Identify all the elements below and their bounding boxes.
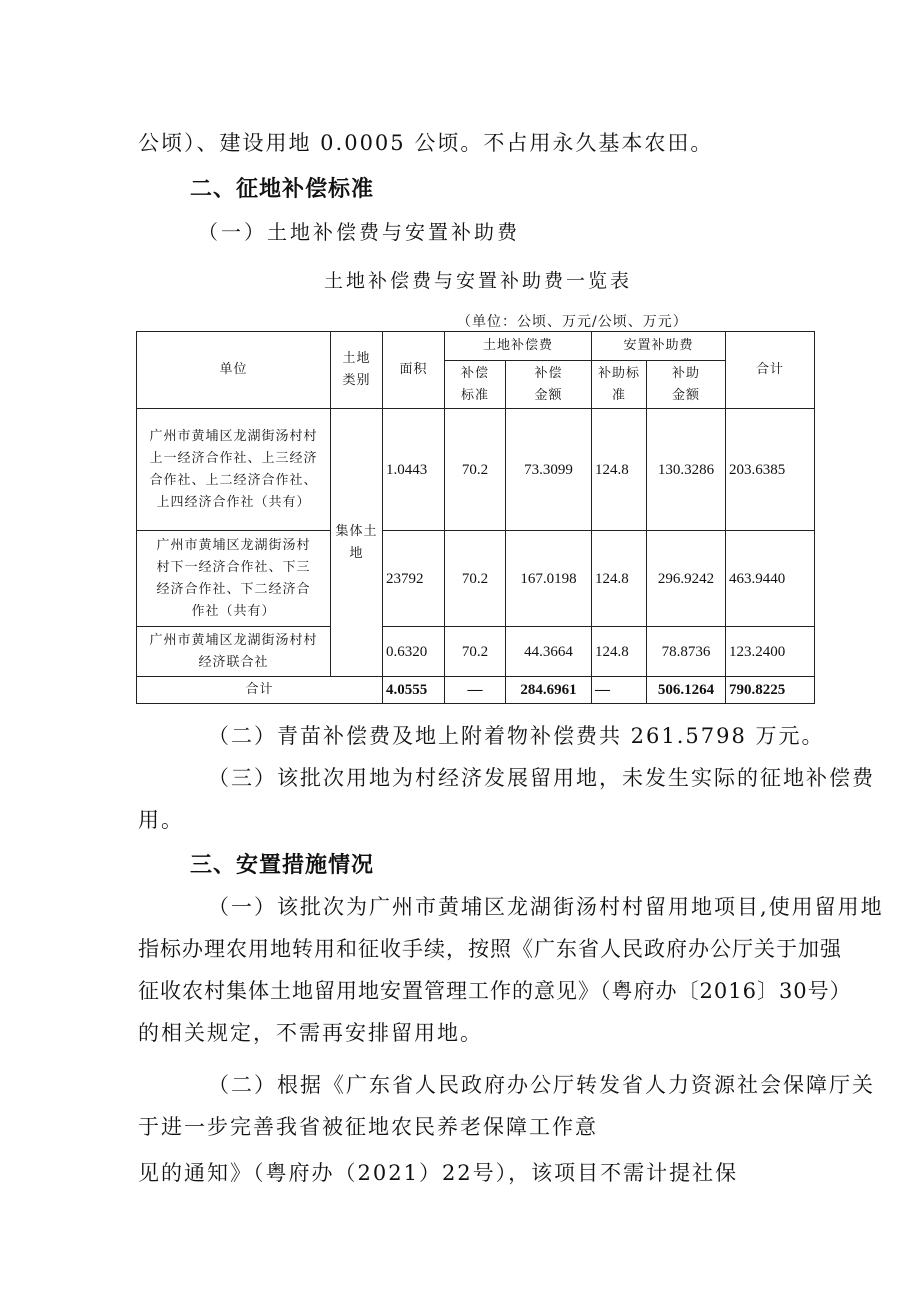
subheading-land-compensation: （一）土地补偿费与安置补助费 xyxy=(198,220,520,244)
unit-name-line: 广州市黄埔区龙湖街汤村村 xyxy=(149,632,318,648)
header-unit: 单位 xyxy=(137,332,331,409)
header-comp-amount-line1: 补偿 xyxy=(534,365,563,381)
unit-name-line: 作社（共有） xyxy=(191,603,276,619)
header-comp-standard-line2: 标准 xyxy=(460,387,489,403)
total-label: 合计 xyxy=(137,677,383,704)
cell-area: 0.6320 xyxy=(383,627,445,677)
paragraph-reserved-land-1: （三）该批次用地为村经济发展留用地，未发生实际的征地补偿费 xyxy=(208,766,875,790)
header-subsidy-amount-line1: 补助 xyxy=(672,365,701,381)
header-subsidy-standard xyxy=(592,361,647,409)
total-sum: 790.8225 xyxy=(726,677,815,704)
land-type-line1: 集体土 xyxy=(335,523,378,539)
total-subsidy-amount: 506.1264 xyxy=(647,677,726,704)
header-area: 面积 xyxy=(383,332,445,409)
cell-area: 23792 xyxy=(383,531,445,627)
table-header-row-1 xyxy=(137,332,815,361)
paragraph-resettlement-a3: 征收农村集体土地留用地安置管理工作的意见》（粤府办〔2016〕30号） xyxy=(138,979,852,1003)
cell-comp-standard: 70.2 xyxy=(445,531,506,627)
total-subsidy-standard: — xyxy=(592,677,647,704)
unit-name-line: 村下一经济合作社、下三 xyxy=(156,559,311,575)
paragraph-young-crops: （二）青苗补偿费及地上附着物补偿费共 261.5798 万元。 xyxy=(208,724,825,748)
unit-name-line: 经济合作社、下二经济合 xyxy=(156,581,311,597)
unit-name-line: 合作社、上二经济合作社、 xyxy=(149,472,318,488)
unit-name-line: 上四经济合作社（共有） xyxy=(156,494,311,510)
paragraph-resettlement-b3: 见的通知》（粤府办（2021）22号），该项目不需计提社保 xyxy=(138,1161,739,1185)
header-subsidy-standard-line2: 准 xyxy=(612,387,627,403)
header-comp-amount-line2: 金额 xyxy=(534,387,563,403)
cell-comp-standard: 70.2 xyxy=(445,409,506,531)
unit-name-line: 广州市黄埔区龙湖街汤村 xyxy=(156,537,311,553)
cell-subsidy-standard: 124.8 xyxy=(592,531,647,627)
unit-name-line: 广州市黄埔区龙湖街汤村村 xyxy=(149,428,318,444)
paragraph-land-use-end: 公顷）、建设用地 0.0005 公顷。不占用永久基本农田。 xyxy=(138,131,714,155)
table-total-row xyxy=(137,677,815,704)
paragraph-reserved-land-2: 用。 xyxy=(138,808,184,832)
table-unit-note: （单位：公顷、万元/公顷、万元） xyxy=(457,314,688,330)
row-unit-name xyxy=(137,409,331,531)
paragraph-resettlement-a2: 指标办理农用地转用和征收手续，按照《广东省人民政府办公厅关于加强 xyxy=(138,937,842,961)
header-comp-standard-line1: 补偿 xyxy=(460,365,489,381)
land-type-collective xyxy=(331,409,383,677)
total-comp-standard: — xyxy=(445,677,506,704)
header-land-compensation: 土地补偿费 xyxy=(445,332,592,361)
cell-subsidy-amount: 296.9242 xyxy=(647,531,726,627)
total-comp-amount: 284.6961 xyxy=(506,677,592,704)
paragraph-resettlement-b2: 于进一步完善我省被征地农民养老保障工作意 xyxy=(138,1115,598,1139)
land-type-line2: 地 xyxy=(349,545,364,561)
header-subsidy-standard-line1: 补助标 xyxy=(598,365,641,381)
cell-subsidy-amount: 130.3286 xyxy=(647,409,726,531)
paragraph-resettlement-a4: 的相关规定，不需再安排留用地。 xyxy=(138,1021,483,1045)
header-land-type-line2: 类别 xyxy=(342,373,371,388)
cell-subsidy-standard: 124.8 xyxy=(592,409,647,531)
table-row xyxy=(137,627,815,677)
table-row xyxy=(137,531,815,627)
header-total: 合计 xyxy=(726,332,815,409)
unit-name-line: 上一经济合作社、上三经济 xyxy=(149,450,318,466)
header-comp-amount xyxy=(506,361,592,409)
cell-comp-amount: 73.3099 xyxy=(506,409,592,531)
header-land-type-line1: 土地 xyxy=(342,351,371,366)
cell-comp-amount: 44.3664 xyxy=(506,627,592,677)
cell-subsidy-amount: 78.8736 xyxy=(647,627,726,677)
cell-total: 463.9440 xyxy=(726,531,815,627)
paragraph-resettlement-b1: （二）根据《广东省人民政府办公厅转发省人力资源社会保障厅关 xyxy=(208,1073,875,1097)
section-heading-compensation: 二、征地补偿标准 xyxy=(190,177,375,202)
paragraph-resettlement-a1: （一）该批次为广州市黄埔区龙湖街汤村村留用地项目,使用留用地 xyxy=(208,895,884,919)
cell-subsidy-standard: 124.8 xyxy=(592,627,647,677)
cell-area: 1.0443 xyxy=(383,409,445,531)
table-row xyxy=(137,409,815,531)
total-area: 4.0555 xyxy=(383,677,445,704)
row-unit-name xyxy=(137,531,331,627)
header-comp-standard xyxy=(445,361,506,409)
row-unit-name xyxy=(137,627,331,677)
header-resettlement-subsidy: 安置补助费 xyxy=(592,332,726,361)
cell-total: 203.6385 xyxy=(726,409,815,531)
header-subsidy-amount xyxy=(647,361,726,409)
table-title: 土地补偿费与安置补助费一览表 xyxy=(324,270,633,292)
unit-name-line: 经济联合社 xyxy=(198,654,269,670)
section-heading-resettlement: 三、安置措施情况 xyxy=(190,853,375,878)
cell-total: 123.2400 xyxy=(726,627,815,677)
cell-comp-amount: 167.0198 xyxy=(506,531,592,627)
cell-comp-standard: 70.2 xyxy=(445,627,506,677)
header-land-type xyxy=(331,332,383,409)
compensation-table xyxy=(136,331,815,704)
header-subsidy-amount-line2: 金额 xyxy=(672,387,701,403)
